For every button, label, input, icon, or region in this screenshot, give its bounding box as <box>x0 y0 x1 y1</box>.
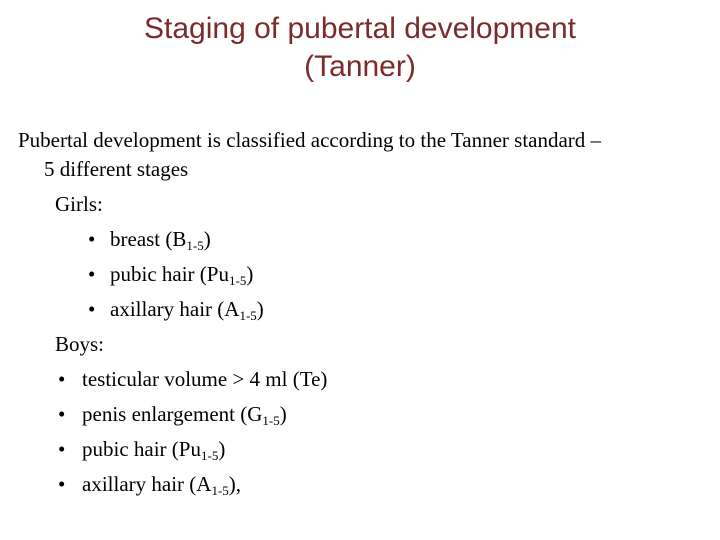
girls-item-axillary-hair <box>110 296 264 322</box>
girls-bullet-3: • <box>88 297 96 321</box>
boys-item-pubic-hair-text: pubic hair (Pu <box>82 437 201 461</box>
girls-item-axillary-hair-text: axillary hair (A <box>110 297 240 321</box>
girls-item-axillary-hair-sub: 1-5 <box>239 308 257 323</box>
girls-item-axillary-hair-after: ) <box>256 297 264 321</box>
slide-title-line-1: Staging of pubertal development <box>144 12 576 45</box>
slide-title-line-2: (Tanner) <box>304 50 416 83</box>
girls-item-pubic-hair-text: pubic hair (Pu <box>110 262 229 286</box>
girls-bullet-1: • <box>88 227 96 251</box>
boys-item-axillary-hair <box>82 471 241 497</box>
boys-item-pubic-hair-sub: 1-5 <box>200 448 219 463</box>
boys-item-penis-enlargement-text: penis enlargement (G <box>82 402 263 426</box>
girls-item-pubic-hair-after: ) <box>246 262 254 286</box>
girls-heading: Girls: <box>55 192 103 216</box>
intro-line-1: Pubertal development is classified according to the Tanner standard – <box>18 128 602 152</box>
boys-item-testicular-volume <box>82 366 327 392</box>
boys-bullet-1: • <box>58 367 66 391</box>
girls-item-breast-after: ) <box>203 227 211 251</box>
boys-bullet-3: • <box>58 437 66 461</box>
girls-item-pubic-hair-sub: 1-5 <box>228 273 247 288</box>
boys-item-axillary-hair-after: ), <box>228 472 242 496</box>
girls-bullet-2: • <box>88 262 96 286</box>
boys-heading: Boys: <box>55 332 105 356</box>
boys-item-penis-enlargement-after: ) <box>279 402 287 426</box>
boys-item-pubic-hair <box>82 436 225 462</box>
girls-item-breast <box>110 226 211 252</box>
intro-line-2: 5 different stages <box>44 157 189 181</box>
boys-bullet-2: • <box>58 402 66 426</box>
boys-item-pubic-hair-after: ) <box>218 437 226 461</box>
boys-item-penis-enlargement <box>82 401 287 427</box>
boys-item-testicular-volume-text: testicular volume > 4 ml (Te) <box>82 367 328 391</box>
girls-item-breast-sub: 1-5 <box>186 238 204 253</box>
girls-item-pubic-hair <box>110 261 253 287</box>
boys-bullet-4: • <box>58 472 66 496</box>
boys-item-axillary-hair-sub: 1-5 <box>211 483 229 498</box>
boys-item-axillary-hair-text: axillary hair (A <box>82 472 212 496</box>
slide-title <box>60 10 660 86</box>
girls-item-breast-text: breast (B <box>110 227 187 251</box>
boys-item-penis-enlargement-sub: 1-5 <box>262 413 280 428</box>
